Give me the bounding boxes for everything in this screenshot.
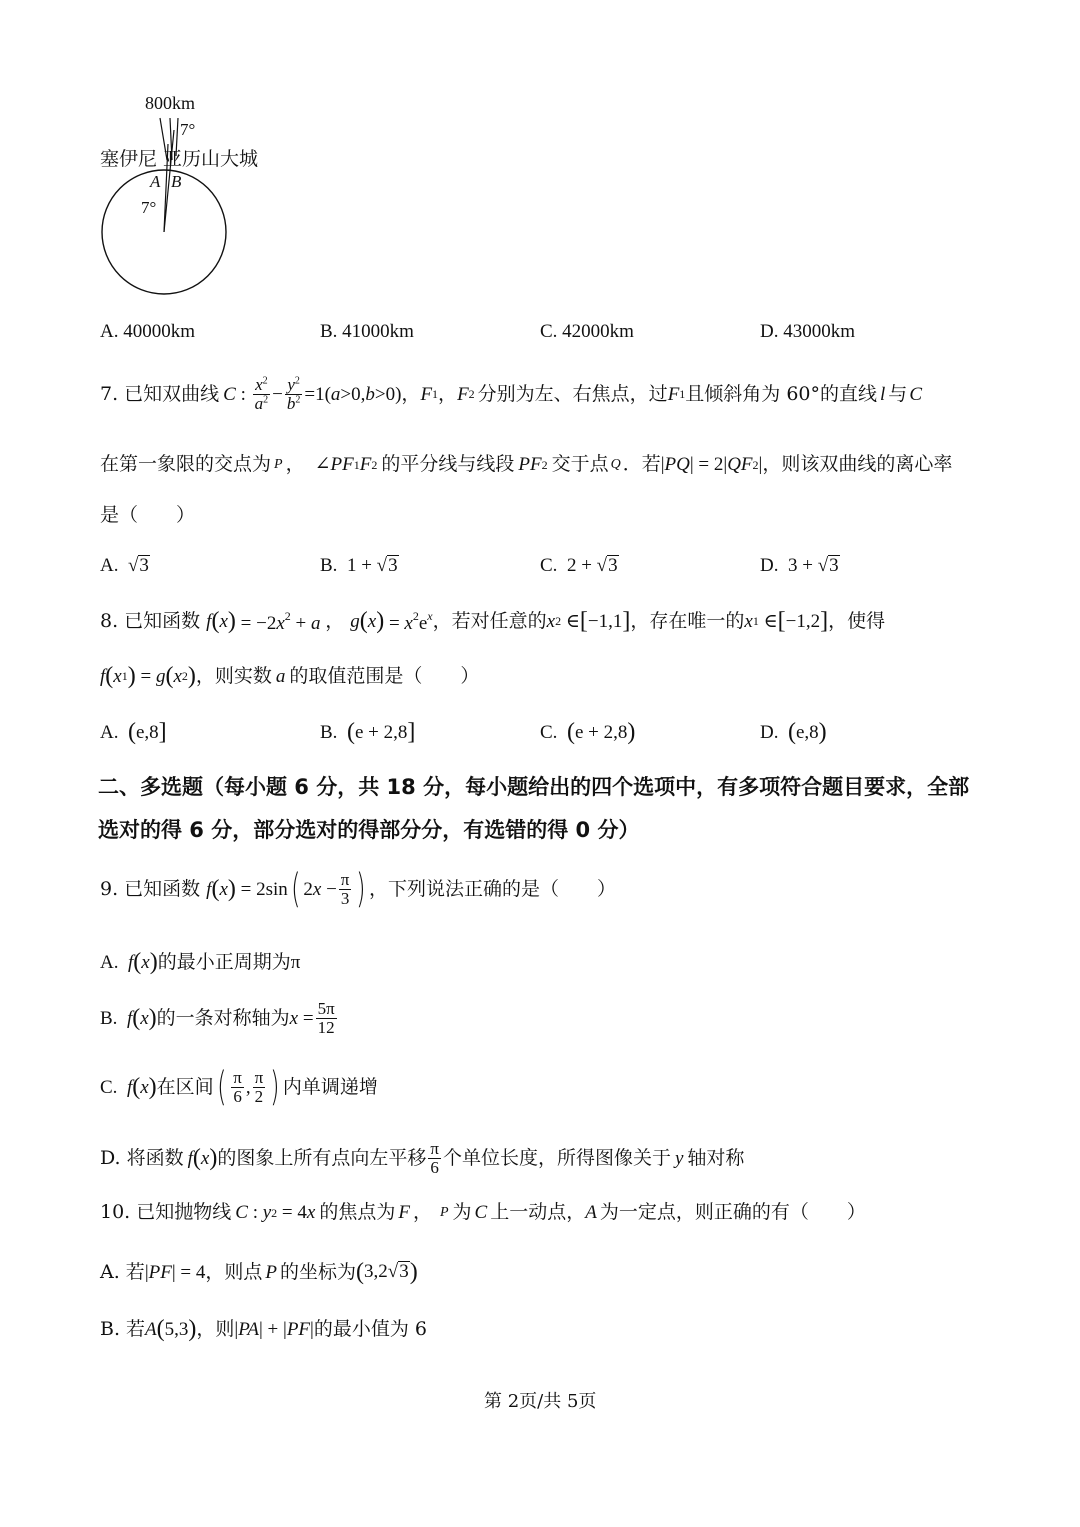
q10-option-b: B. 若 A ( 5,3 ) ，则 | PA | + | PF | 的最小值为 6 [100, 1316, 427, 1342]
earth-figure [96, 92, 296, 332]
q8-line1: 8. 已知函数 f ( x ) = $-2x^2 + a$ ， g ( x ) = $x^2e^x$ ，若对任意的 x 2 ∈ [ −1,1 ] ，存在唯一的 x 1 ∈ [ −1,2 ] ，使得 [100, 608, 886, 634]
q7-option-a: A. √3 [100, 555, 149, 576]
q7-line3: 是（ ） [100, 504, 196, 526]
q6-option-d: D. 43000km [760, 321, 855, 342]
q7-line2: 在第一象限的交点为 P ， ∠ PF 1 F 2 的平分线与线段 PF 2 交于点 Q ．若 | PQ | = 2| QF 2 | ，则该双曲线的离心率 [100, 453, 953, 475]
q7-option-d: D. 3 + √3 [760, 555, 839, 576]
section2-heading-line2: 选对的得 6 分，部分选对的得部分分，有选错的得 0 分） [98, 818, 640, 842]
q10-stem: 10. 已知抛物线 C : y 2 = 4 x 的焦点为 F ， P 为 C 上一动点， A 为一定点，则正确的有（ ） [100, 1201, 866, 1223]
q9-option-b: B. f ( x ) 的一条对称轴为 x = $\frac{5\pi}{12}$ [100, 998, 335, 1037]
q8-line2: f ( x 1 ) = g ( x 2 ) ，则实数 a 的取值范围是（ ） [100, 663, 480, 689]
q8-option-d: D. ( e,8 ) [760, 719, 827, 745]
figure-label-a: A [150, 172, 161, 191]
q9-option-d: D. 将函数 f ( x ) 的图象上所有点向左平移 $\frac{\pi}{6}$ 个单位长度，所得图像关于 y 轴对称 [100, 1138, 745, 1177]
q8-option-b: B. ( e + 2,8 ] [320, 719, 416, 745]
figure-label-angle-top: 7° [180, 120, 196, 139]
figure-label-city: 塞伊尼 亚历山大城 [100, 148, 259, 170]
q8-option-c: C. ( e + 2,8 ) [540, 719, 636, 745]
q7-option-b: B. 1 + √3 [320, 555, 398, 576]
figure-label-angle-center: 7° [141, 198, 157, 217]
q9-option-c: C. f ( x ) 在区间 ( $\frac{\pi}{6}$ , $\frac{\pi}{2}$ ) 内单调递增 [100, 1064, 378, 1110]
q6-option-c: C. 42000km [540, 321, 634, 342]
q6-option-b: B. 41000km [320, 321, 414, 342]
q8-option-a: A. ( e,8 ] [100, 719, 167, 745]
figure-label-b: B [171, 172, 182, 191]
q10-option-a: A. 若 | PF | = 4 ，则点 P 的坐标为 ( 3,2√3 ) [100, 1259, 418, 1285]
q7-line1: 7. 已知双曲线 C : $\frac{x^2}{a^2}$ − $\frac{y^2}{b^2}$ =1(a>0,b>0) ， F 1 ， F 2 分别为左、右焦点，过 F 1 且倾斜角为 60°的直线 l 与 C [100, 374, 922, 413]
earth-diagram [96, 92, 296, 332]
page-footer: 第 2页/共 5页 [484, 1391, 597, 1412]
q6-option-a: A. 40000km [100, 321, 195, 342]
q9-stem: 9. 已知函数 f ( x ) = 2sin ( 2x − $\frac{\pi}{3}$ ) ，下列说法正确的是（ ） [100, 866, 617, 912]
q9-option-a: A. f ( x ) 的最小正周期为 π [100, 949, 301, 975]
q7-option-c: C. 2 + √3 [540, 555, 618, 576]
figure-label-distance: 800km [145, 93, 196, 113]
section2-heading-line1: 二、多选题（每小题 6 分，共 18 分，每小题给出的四个选项中，有多项符合题目要求，全部 [98, 775, 970, 799]
